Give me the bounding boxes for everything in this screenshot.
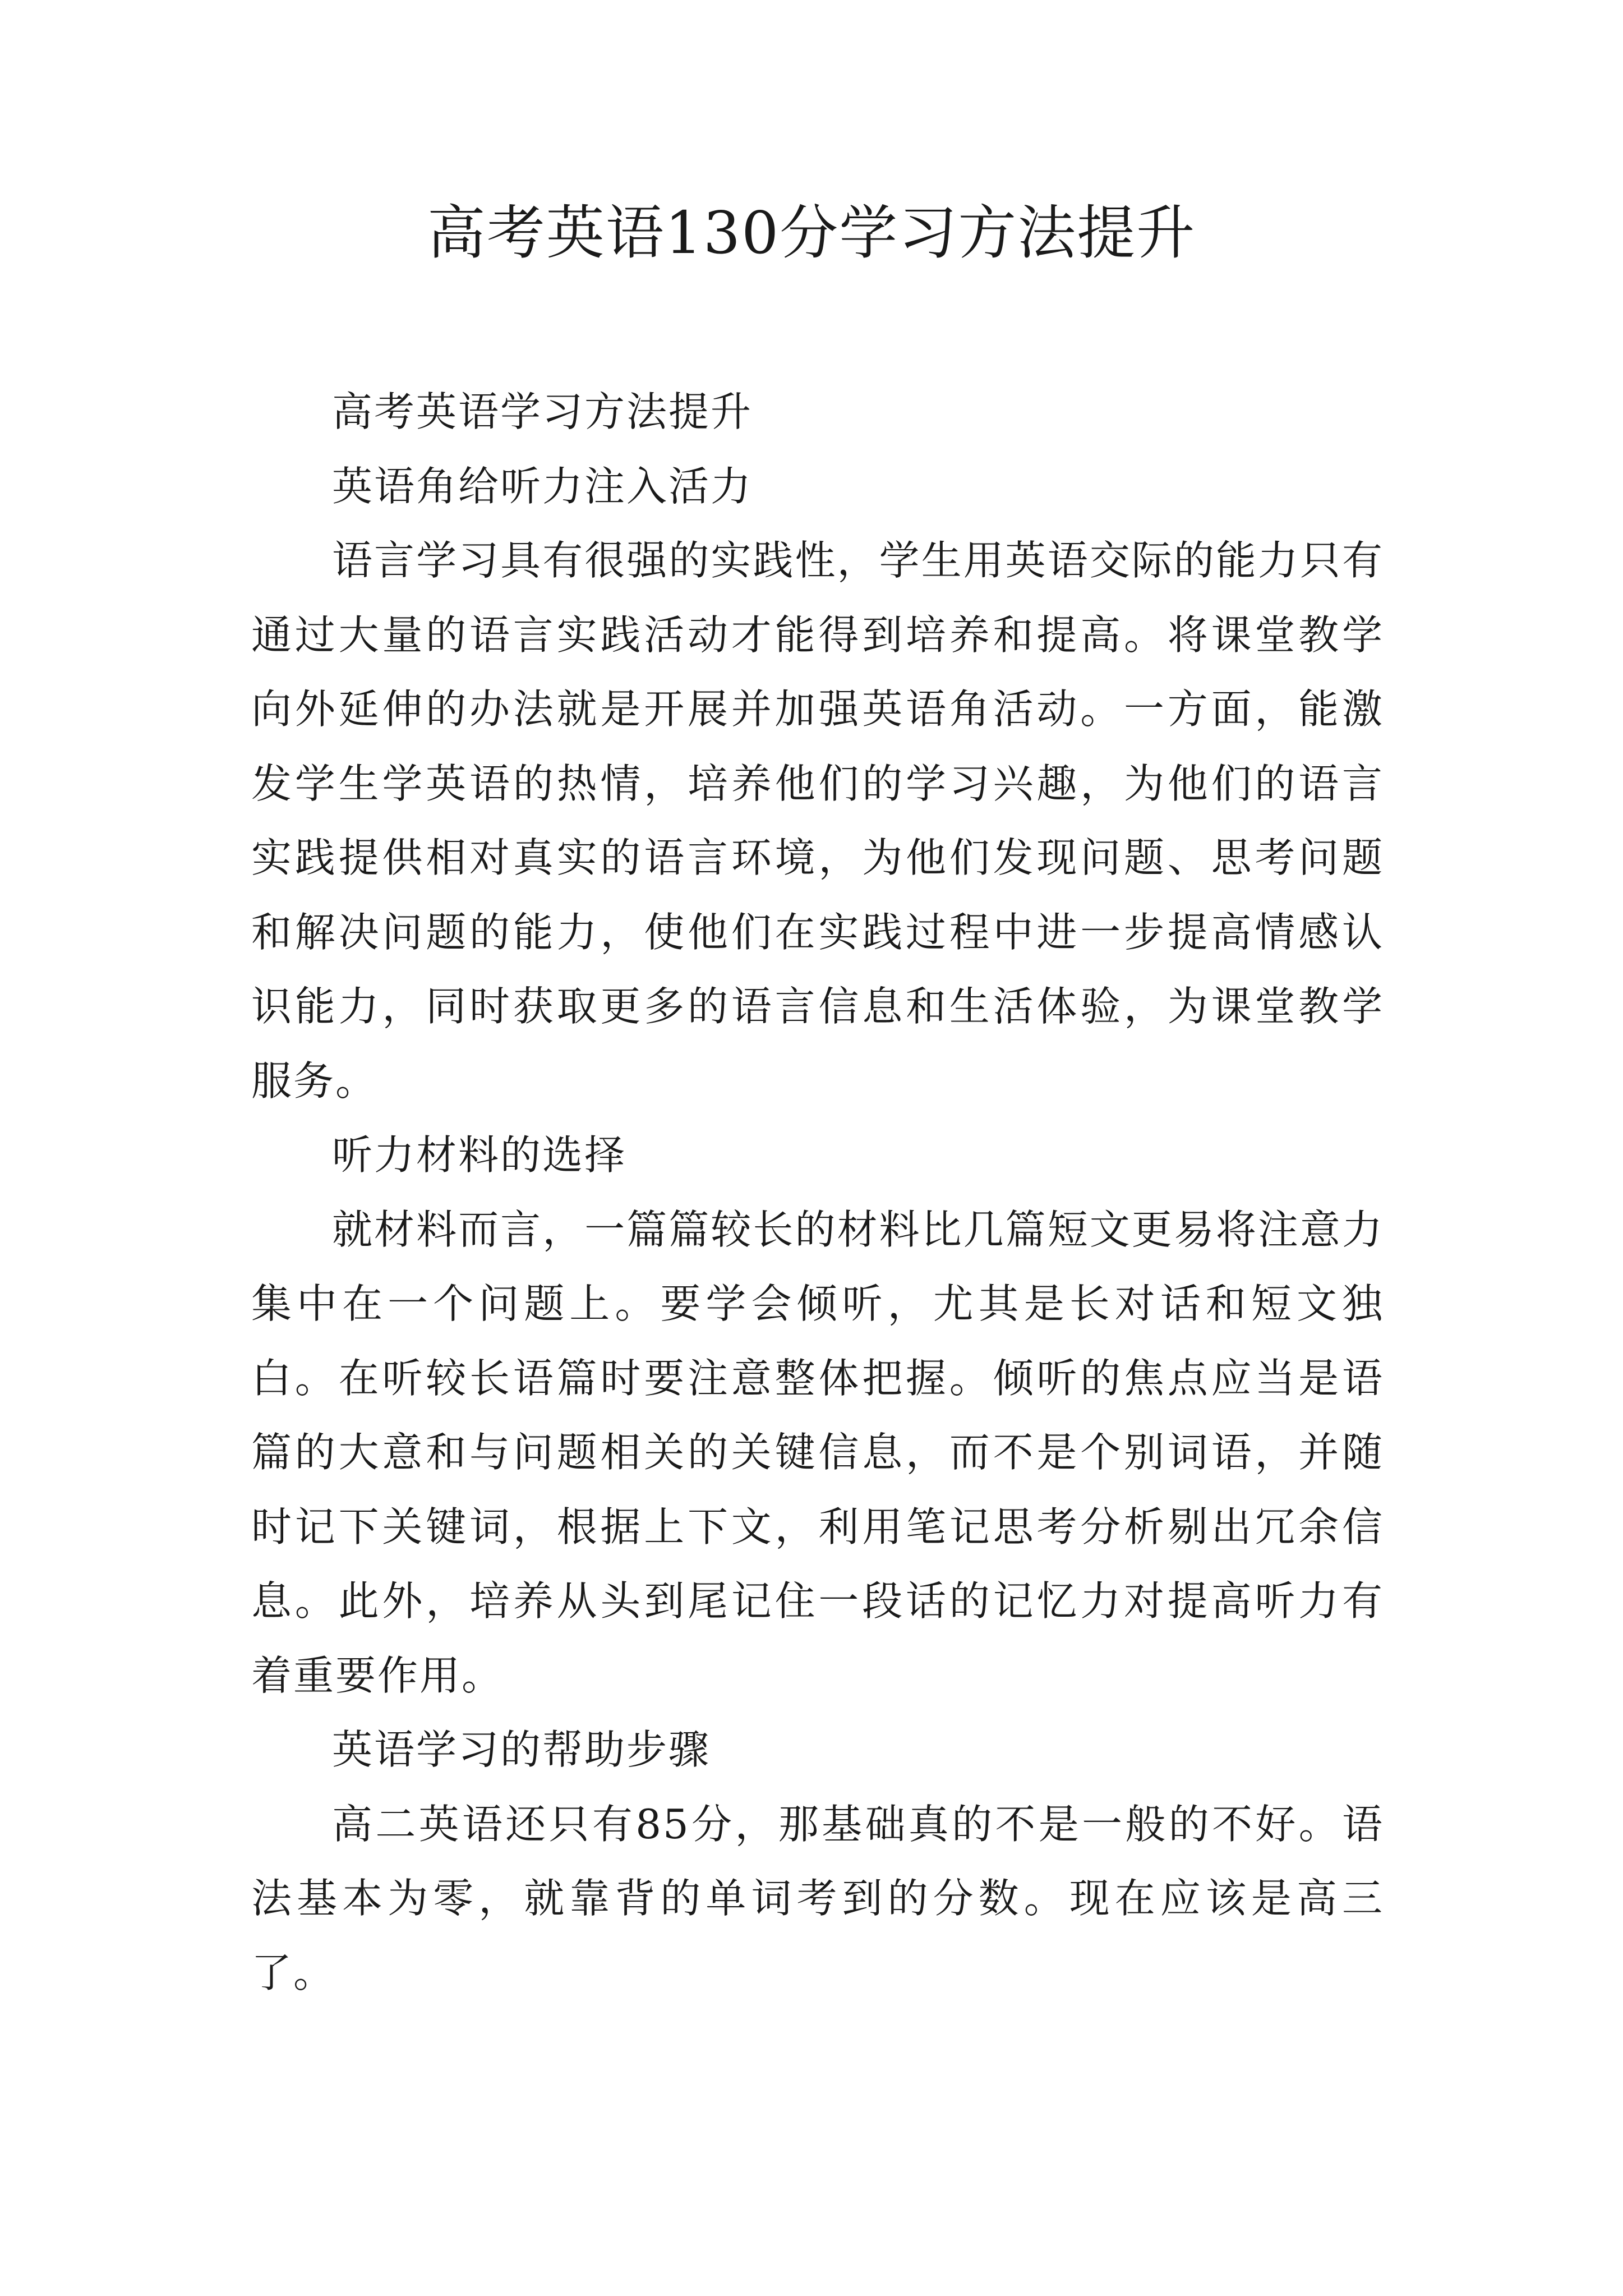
document-body bbox=[251, 375, 1384, 2010]
document-title: 高考英语130分学习方法提升 bbox=[427, 199, 1196, 267]
section-heading: 英语学习的帮助步骤 bbox=[332, 1726, 711, 1773]
body-paragraph: 高二英语还只有85分，那基础真的不是一般的不好。语法基本为零，就靠背的单词考到的分数。现在应该是高三了。 bbox=[251, 1800, 1384, 1996]
section-heading: 英语角给听力注入活力 bbox=[332, 462, 753, 510]
body-paragraph: 语言学习具有很强的实践性，学生用英语交际的能力只有通过大量的语言实践活动才能得到培养和提高。将课堂教学向外延伸的办法就是开展并加强英语角活动。一方面，能激发学生学英语的热情，培养他们的学习兴趣，为他们的语言实践提供相对真实的语言环境，为他们发现问题、思考问题和解决问题的能力，使他们在实践过程中进一步提高情感认识能力，同时获取更多的语言信息和生活体验，为课堂教学服务。 bbox=[251, 537, 1384, 1105]
section-heading: 听力材料的选择 bbox=[332, 1131, 627, 1179]
section-heading: 高考英语学习方法提升 bbox=[332, 388, 753, 435]
body-paragraph: 就材料而言，一篇篇较长的材料比几篇短文更易将注意力集中在一个问题上。要学会倾听，尤其是长对话和短文独白。在听较长语篇时要注意整体把握。倾听的焦点应当是语篇的大意和与问题相关的关键信息，而不是个别词语，并随时记下关键词，根据上下文，利用笔记思考分析剔出冗余信息。此外，培养从头到尾记住一段话的记忆力对提高听力有着重要作用。 bbox=[251, 1205, 1384, 1699]
